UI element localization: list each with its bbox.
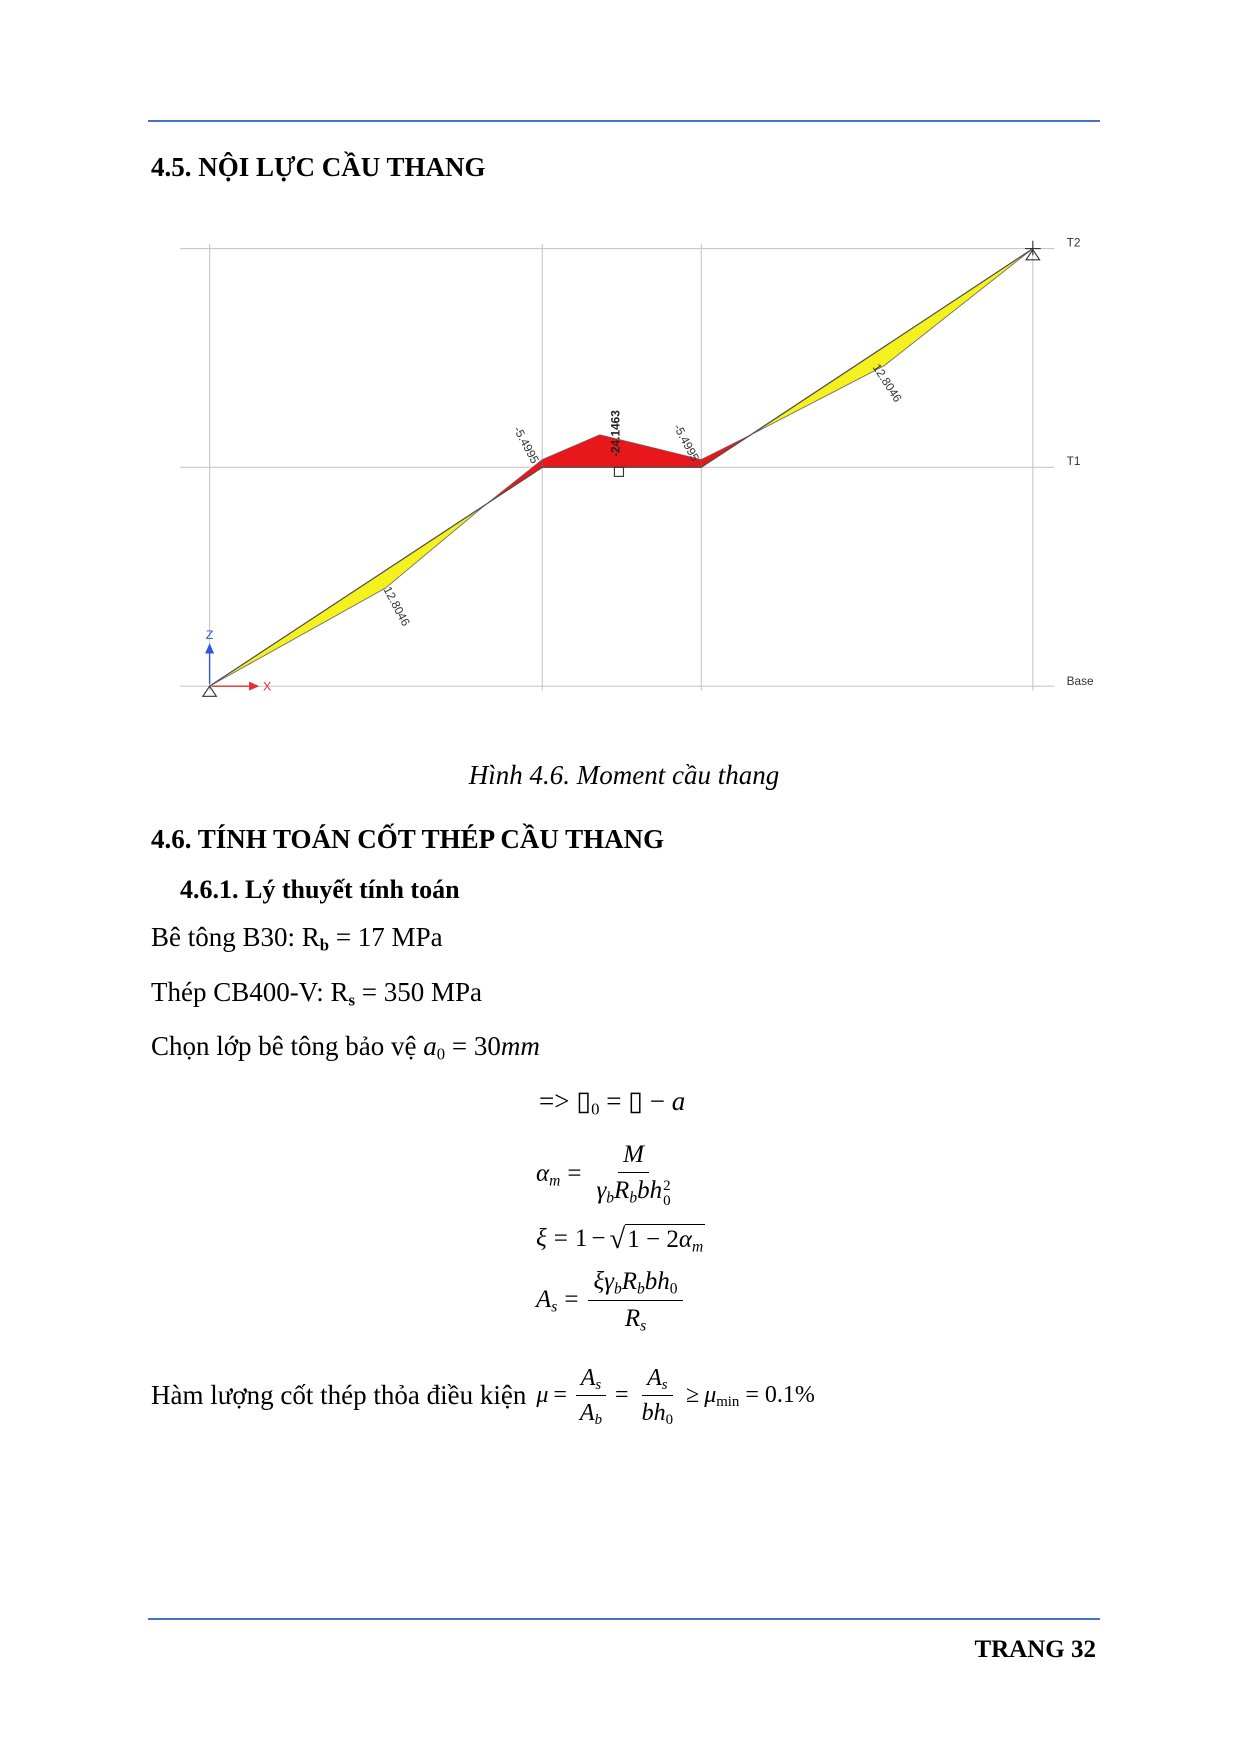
concrete-value: = 17 MPa [329, 922, 443, 952]
radicand [625, 1224, 705, 1255]
alpha-equals: = [567, 1160, 582, 1187]
moment-value-joint-2: -5.4995 [670, 421, 703, 464]
bh-symbol: bh [637, 1176, 663, 1204]
h0-middle: = ▯ − [599, 1086, 672, 1116]
ratio-geq: ≥ [686, 1381, 700, 1408]
header-rule [148, 120, 1100, 122]
as-subscript: s [551, 1298, 558, 1316]
f1-ab-symbol: A [579, 1399, 595, 1426]
x-axis-label: X [262, 679, 272, 694]
xi-equals: = [553, 1225, 568, 1252]
xi-minus: − [591, 1225, 606, 1252]
ratio-formula [536, 1363, 815, 1428]
f1-as-subscript: s [595, 1376, 602, 1393]
as-symbol: A [536, 1286, 552, 1313]
radicand-subscript: m [691, 1237, 704, 1255]
as-denominator [620, 1301, 651, 1334]
alpha-denominator [591, 1173, 675, 1210]
h0-symbol: ▯ [576, 1086, 592, 1116]
f2-h-subscript: 0 [665, 1411, 674, 1428]
section-4-5-heading: 4.5. NỘI LỰC CẦU THANG [151, 152, 486, 182]
ratio-minimum-value: 0.1% [764, 1381, 815, 1408]
as-rb-subscript: b [637, 1280, 645, 1298]
h0-squared [663, 1179, 671, 1209]
ratio-f2-numerator [642, 1363, 672, 1396]
rs-subscript: s [640, 1316, 647, 1334]
landing-support-icon [614, 467, 623, 476]
figure-caption: Hình 4.6. Moment cầu thang [468, 760, 780, 790]
ratio-equals-3: = [745, 1381, 759, 1408]
as-lhs [536, 1285, 557, 1315]
alpha-symbol: α [536, 1160, 550, 1187]
f2-bh-symbol: bh [641, 1399, 666, 1426]
section-4-6-heading: 4.6. TÍNH TOÁN CỐT THÉP CẦU THANG [151, 824, 665, 854]
square-exponent: 2 [663, 1178, 671, 1195]
steel-value: = 350 MPa [355, 977, 482, 1007]
level-label-t2: T2 [1066, 235, 1081, 250]
ratio-fraction-2 [637, 1363, 678, 1428]
mu-min-symbol: μ [704, 1381, 717, 1408]
h0-variable: a [671, 1086, 686, 1116]
level-label-base: Base [1066, 674, 1094, 689]
ratio-equals-1: = [553, 1381, 567, 1408]
page-number: TRANG 32 [974, 1636, 1096, 1663]
alpha-lhs [536, 1159, 560, 1189]
concrete-grade-line [151, 921, 443, 953]
as-rb-symbol: R [621, 1268, 638, 1296]
alpha-m-formula [536, 1137, 679, 1211]
alpha-numerator: M [618, 1139, 649, 1173]
stair-moment-diagram [169, 226, 1105, 711]
as-equals: = [564, 1286, 579, 1313]
reinforcement-ratio-line [151, 1358, 815, 1432]
moment-value-landing: -24.1463 [608, 410, 623, 457]
as-numerator [588, 1266, 682, 1300]
xi-formula [536, 1220, 705, 1258]
concrete-text: Bê tông B30: R [151, 922, 320, 952]
gamma-symbol: γ [596, 1176, 607, 1204]
rs-symbol: R [624, 1304, 641, 1332]
h-subscript: 0 [663, 1193, 671, 1210]
cover-value: = 30 [445, 1031, 501, 1061]
gamma-subscript: b [606, 1189, 615, 1207]
cover-line [151, 1030, 540, 1062]
moment-area-joint-1 [487, 459, 542, 503]
mu-min-subscript: min [716, 1393, 740, 1410]
radicand-alpha: α [678, 1225, 692, 1253]
ratio-text: Hàm lượng cốt thép thỏa điều kiện [151, 1380, 527, 1410]
h0-arrow: => [539, 1086, 577, 1116]
xi-symbol: ξ [536, 1225, 547, 1252]
x-axis-arrow-icon [249, 682, 259, 691]
concrete-subscript: b [319, 935, 330, 955]
as-bh-symbol: bh [644, 1268, 670, 1296]
as-formula [536, 1264, 686, 1336]
as-gamma-subscript: b [614, 1280, 622, 1298]
radicand-lead: 1 − 2 [627, 1225, 679, 1253]
ratio-f1-numerator [576, 1363, 606, 1396]
z-axis-label: Z [205, 627, 214, 642]
ratio-equals-2: = [615, 1381, 629, 1408]
steel-grade-line [151, 976, 482, 1008]
subsection-4-6-1-heading: 4.6.1. Lý thuyết tính toán [180, 875, 460, 904]
ratio-fraction-1 [575, 1363, 607, 1428]
alpha-subscript: m [549, 1172, 561, 1190]
cover-text: Chọn lớp bê tông bảo vệ [151, 1031, 424, 1061]
as-fraction [588, 1266, 682, 1334]
xi-gamma-symbols: ξγ [593, 1268, 614, 1296]
footer-rule [148, 1618, 1100, 1620]
level-label-t1: T1 [1066, 454, 1081, 469]
alpha-fraction [591, 1139, 675, 1210]
cover-unit: mm [500, 1031, 540, 1061]
f1-ab-subscript: b [594, 1411, 603, 1428]
h0-formula [539, 1085, 685, 1117]
radical-icon: √ [609, 1222, 626, 1255]
ratio-f1-denominator [575, 1396, 607, 1428]
f2-as-symbol: A [647, 1364, 662, 1391]
xi-one: 1 [574, 1225, 588, 1252]
f2-as-subscript: s [661, 1376, 668, 1393]
h0-subscript: 0 [591, 1099, 600, 1119]
cover-variable: a [423, 1031, 437, 1061]
mu-symbol: μ [536, 1381, 549, 1408]
rb-subscript: b [629, 1189, 638, 1207]
moment-value-flight-2: 12.8046 [869, 361, 905, 405]
steel-text: Thép CB400-V: R [151, 977, 349, 1007]
moment-value-joint-1: -5.4995 [510, 423, 542, 466]
ratio-f2-denominator [637, 1396, 678, 1428]
cover-subscript: 0 [436, 1044, 446, 1064]
mu-min [704, 1381, 739, 1410]
steel-subscript: s [348, 990, 356, 1010]
f1-as-symbol: A [580, 1364, 596, 1391]
rb-symbol: R [614, 1176, 630, 1204]
as-h-subscript: 0 [669, 1280, 678, 1298]
axis-triad [205, 628, 271, 694]
moment-value-flight-1: 12.8046 [380, 583, 413, 629]
z-axis-arrow-icon [205, 643, 214, 653]
